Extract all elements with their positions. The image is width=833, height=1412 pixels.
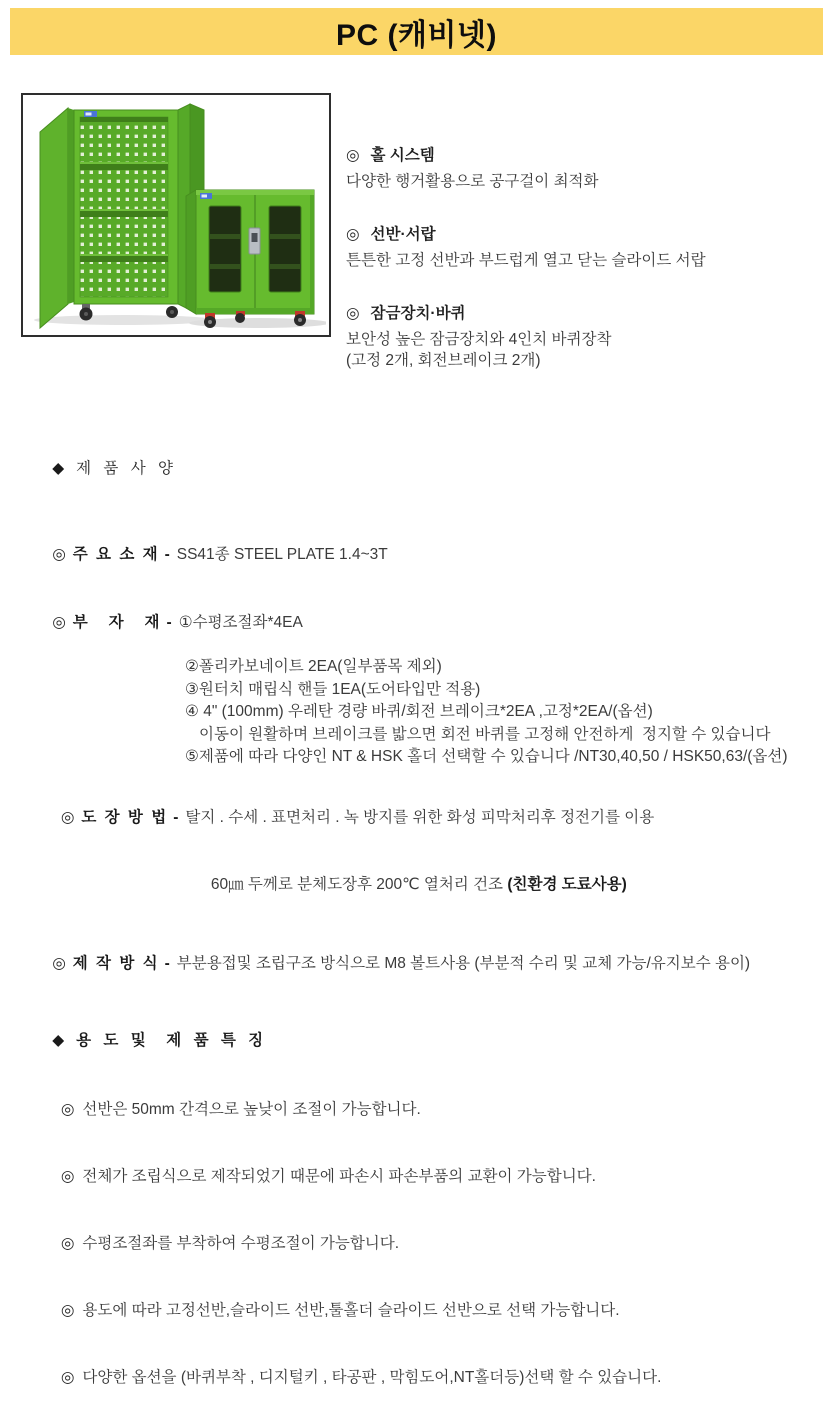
section-heading-usage-features [35, 1008, 833, 1074]
parts-item-list [185, 656, 833, 768]
heading-text: 용 도 및 제 품 특 징 [76, 1032, 268, 1050]
bullseye-bullet-icon: ◎ [60, 1234, 75, 1252]
parts-item: ③원터치 매립식 핸들 1EA(도어타입만 적용) [185, 680, 481, 698]
diamond-bullet-icon: ◆ [52, 1032, 65, 1050]
coating-eco-note: (친환경 도료사용) [507, 876, 627, 894]
spec-row-material [35, 522, 833, 589]
usage-item [35, 1278, 833, 1345]
coating-continued [185, 852, 833, 919]
bullseye-bullet-icon: ◎ [346, 226, 360, 243]
spec-separator: - [164, 955, 170, 973]
bullseye-bullet-icon: ◎ [60, 1167, 75, 1185]
coating-text: 60㎛ 두께로 분체도장후 200℃ 열처리 건조 [210, 876, 508, 894]
feature-description: 보안성 높은 잠금장치와 4인치 바퀴장착 [346, 331, 612, 348]
spec-value: 탈지 . 수세 . 표면처리 . 녹 방지를 위한 화성 피막처리후 정전기를 이용 [185, 808, 655, 826]
bullseye-bullet-icon: ◎ [52, 546, 66, 564]
feature-list [346, 93, 706, 403]
spec-separator: - [166, 613, 172, 631]
page-title: PC (캐비넷) [336, 18, 497, 52]
usage-text: 용도에 따라 고정선반,슬라이드 선반,툴홀더 슬라이드 선반으로 선택 가능합니다. [82, 1302, 620, 1320]
pegboard-interior [80, 117, 168, 297]
feature-description: (고정 2개, 회전브레이크 2개) [346, 352, 541, 369]
usage-item [35, 1345, 833, 1412]
feature-shelf-drawer [346, 224, 706, 271]
feature-description: 다양한 행거활용으로 공구걸이 최적화 [346, 173, 599, 190]
usage-item [35, 1076, 833, 1143]
spec-value: ①수평조절좌*4EA [178, 613, 303, 631]
spec-content [35, 436, 833, 1412]
parts-item: ④ 4" (100mm) 우레탄 경량 바퀴/회전 브레이크*2EA ,고정*2EA/(옵션) [185, 703, 653, 721]
bullseye-bullet-icon: ◎ [60, 1302, 75, 1320]
usage-item-list [35, 1076, 833, 1412]
usage-text: 다양한 옵션을 (바퀴부착 , 디지털키 , 타공판 , 막힘도어,NT홀더등)선택 할 수 있습니다. [82, 1369, 662, 1387]
feature-description: 튼튼한 고정 선반과 부드럽게 열고 닫는 슬라이드 서랍 [346, 252, 706, 269]
spec-row-build [35, 931, 833, 998]
spec-row-coating [35, 784, 833, 918]
lock-handle [249, 228, 260, 254]
usage-item [35, 1211, 833, 1278]
product-photo-frame [21, 93, 331, 337]
feature-hole-system [346, 145, 706, 192]
bullseye-bullet-icon: ◎ [52, 613, 66, 631]
spec-label: 주 요 소 재 [72, 546, 160, 564]
parts-item: ②폴리카보네이트 2EA(일부품목 제외) [185, 658, 442, 676]
spec-label: 도 장 방 법 [81, 808, 169, 826]
short-cabinet [186, 190, 326, 328]
section-heading-product-spec [35, 436, 833, 502]
usage-text: 수평조절좌를 부착하여 수평조절이 가능합니다. [82, 1234, 400, 1252]
open-left-door [40, 108, 68, 328]
heading-text: 제 품 사 양 [76, 460, 177, 477]
usage-text: 전체가 조립식으로 제작되었기 때문에 파손시 파손부품의 교환이 가능합니다. [82, 1167, 596, 1185]
parts-item: ⑤제품에 따라 다양인 NT & HSK 홀더 선택할 수 있습니다 /NT30,40,50 / HSK50,63/(옵션) [185, 748, 788, 766]
bullseye-bullet-icon: ◎ [52, 955, 66, 973]
usage-item [35, 1143, 833, 1210]
cabinet-illustration [24, 96, 326, 332]
parts-item-note: 이동이 원활하며 브레이크를 밟으면 회전 바퀴를 고정해 안전하게 정지할 수 있습니다 [199, 725, 771, 743]
bullseye-bullet-icon: ◎ [60, 1369, 75, 1387]
bullseye-bullet-icon: ◎ [346, 147, 360, 164]
page-title-banner [10, 8, 823, 55]
diamond-bullet-icon: ◆ [52, 460, 65, 477]
feature-title: 홀 시스템 [370, 147, 435, 164]
spec-label: 제 작 방 식 [72, 955, 160, 973]
bullseye-bullet-icon: ◎ [346, 305, 360, 322]
spec-value: SS41종 STEEL PLATE 1.4~3T [176, 546, 388, 564]
bullseye-bullet-icon: ◎ [60, 1100, 75, 1118]
top-section [0, 93, 833, 403]
feature-title: 선반·서랍 [370, 226, 436, 243]
spec-row-parts [35, 589, 833, 656]
usage-text: 선반은 50mm 간격으로 높낮이 조절이 가능합니다. [82, 1100, 421, 1118]
spec-value: 부분용접및 조립구조 방식으로 M8 볼트사용 (부분적 수리 및 교체 가능/유지보수 용이) [176, 955, 751, 973]
bullseye-bullet-icon: ◎ [60, 808, 75, 826]
spec-separator: - [164, 546, 170, 564]
feature-title: 잠금장치·바퀴 [370, 305, 466, 322]
feature-lock-casters [346, 303, 706, 371]
spec-label: 부 자 재 [72, 613, 162, 631]
spec-separator: - [173, 808, 179, 826]
